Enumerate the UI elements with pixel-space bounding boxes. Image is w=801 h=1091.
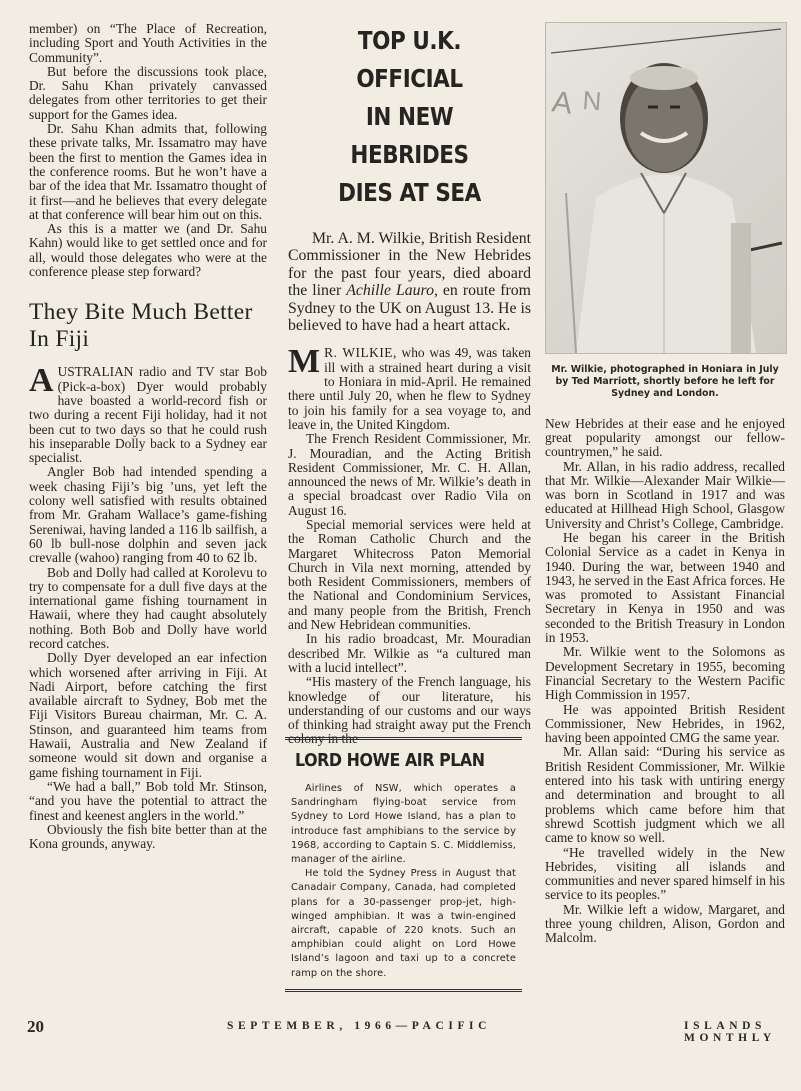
paragraph: Mr. Allan, in his radio address, recalled that Mr. Wilkie—Alexander Mair Wilkie—was born in Scotland in 1917 and was educated at Hillhead High School, Glasgow University and Christ’s College, Cambridge. [545,458,785,531]
paragraph: He was appointed British Resident Commissioner, New Hebrides, in 1962, having been appointed CMG the same year. [545,701,785,746]
box-body [291,782,516,981]
headline-line: DIES AT SEA [338,178,481,207]
lead-text: Mr. A. M. Wilkie, British Resident Commissioner in the New Hebrides for the past four years, died aboard the liner [288,230,531,300]
paragraph: He told the Sydney Press in August that Canadair Company, Canada, had completed plans for a 30-passenger prop-jet, high-winged amphibian. It was a twin-engined aircraft, capable of 220 knots. Such an amphibian could alight on Lord Howe Island’s lagoon and taxi up to a concrete ramp on the shore. [291,868,516,979]
fiji-story-headline: They Bite Much Better In Fiji [29,299,253,353]
paragraph: Obviously the fish bite better than at the Kona grounds, anyway. [29,821,267,852]
paragraph: In his radio broadcast, Mr. Mouradian described Mr. Wilkie as “a cultured man with a lucid intellect”. [288,631,531,675]
portrait-photo [545,22,787,354]
svg-text:A: A [550,85,575,121]
main-headline [305,22,514,212]
fiji-story-first-paragraph [29,362,267,466]
paragraph: Airlines of NSW, which operates a Sandringham flying-boat service from Sydney to Lord Howe Island, has a plan to introduce fast amphibians to the service by 1968, according to Captain S. C. Middlemiss, manager of the airline. [291,783,516,866]
paragraph: Mr. Allan said: “During his service as British Resident Commissioner, Mr. Wilkie entered into his task with untiring energy and determination and brought to all problems which came before him that shrewd Scottish judgment which we all came to know so well. [545,744,785,846]
paragraph: Mr. Wilkie left a widow, Margaret, and three young children, Alison, Gordon and Malcolm. [545,901,785,946]
paragraph: He began his career in the British Colonial Service as a cadet in Kenya in 1940. During the war, between 1940 and 1943, he served in the East Africa forces. He was promoted to Assistant Financial Secretary in Kenya in 1950 and was seconded to the British Treasury in London in 1953. [545,529,785,646]
small-caps: R. WILKIE, [324,345,397,361]
paragraph: But before the discussions took place, Dr. Sahu Khan privately canvassed delegates from other territories to get their support for the Games idea. [29,63,267,122]
page-footer [27,1017,782,1044]
drop-cap: A [29,362,54,400]
paragraph: member) on “The Place of Recreation, including Sport and Youth Activities in the Community”. [29,21,267,65]
paragraph: Mr. Wilkie went to the Solomons as Development Secretary in 1955, becoming Financial Secretary to the Western Pacific High Commission in 1957. [545,644,785,703]
drop-cap: M [288,343,321,381]
paragraph: “He travelled widely in the New Hebrides, visiting all islands and communities and never spared himself in his service to its peoples.” [545,844,785,903]
paragraph: Bob and Dolly had called at Korolevu to try to compensate for a dull five days at the international game fishing tournament in Hawaii, where they had caught absolutely nothing. Both Bob and Dolly have world record catches. [29,564,267,651]
paragraph: “We had a ball,” Bob told Mr. Stinson, “and you have the potential to attract the finest and keenest anglers in the world.” [29,778,267,823]
box-headline: LORD HOWE AIR PLAN [295,750,485,771]
lead-paragraph [288,230,531,334]
lord-howe-box [285,737,522,992]
left-column [29,22,267,851]
headline-line: IN NEW HEBRIDES [350,102,469,169]
wilkie-story-continued [545,417,785,946]
paragraph: As this is a matter we (and Dr. Sahu Kahn) would like to get settled once and for all, would those delegates who were at the conference please step forward? [29,221,267,280]
issue-date: SEPTEMBER, 1966—PACIFIC [227,1020,492,1032]
right-column [545,22,785,946]
paragraph: Angler Bob had intended spending a week chasing Fiji’s big ’uns, yet left the colony well satisfied with results obtained from Mr. Graham Wallace’s game-fishing Sereniwai, having landed a 116 lb sailfish, a 60 lb bull-nose dolphin and seven jack crevalle (wahoo) ranging from 40 to 62 lb. [29,464,267,566]
lead-text: en route from Sydney to the UK on August 13. He is believed to have had a heart attack. [288,282,531,335]
story-text: who was 49, was taken ill with a strained heart during a visit to Honiara in mid-April. He remained there until July 20, when he flew to Sydney to join his family for a sea voyage to, and leave in, the United Kingdom. [288,345,531,432]
story-first-paragraph [288,343,531,432]
fiji-first-text: USTRALIAN radio and TV star Bob (Pick-a-box) Dyer would probably have boasted a world-record fish or two during a recent Fiji holiday, had it not been cut to two days so that he could rush his inseparable Dolly back to a Sydney ear specialist. [29,364,267,466]
paragraph: “His mastery of the French language, his knowledge of our literature, his understanding of our customs and our ways of thinking had straight away put the French colony in the [288,674,531,747]
photo-caption: Mr. Wilkie, photographed in Honiara in July by Ted Marriott, shortly before he left for Sydney and London. [551,364,779,400]
portrait-illustration [546,23,786,353]
headline-line: TOP U.K. OFFICIAL [356,26,463,93]
page-number: 20 [27,1017,44,1036]
center-column [288,22,531,747]
paragraph: Special memorial services were held at the Roman Catholic Church and the Margaret Whitecross Paton Memorial Church in Vila next morning, attended by both Resident Commissioners, members of the National and Condominium Services, and many people from the British, French and New Hebridean communities. [288,517,531,633]
svg-text:N: N [581,85,603,117]
ship-name: Achille Lauro, [346,282,438,300]
paragraph: The French Resident Commissioner, Mr. J. Mouradian, and the Acting British Resident Commissioner, Mr. C. H. Allan, announced the news of Mr. Wilkie’s death in a special broadcast over Radio Vila on August 16. [288,431,531,518]
magazine-name: ISLANDS MONTHLY [684,1020,776,1044]
paragraph: Dolly Dyer developed an ear infection which worsened after arriving in Fiji. At Nadi Airport, before catching the first available aircraft to Sydney, Bob met the Fiji Visitors Bureau chairman, Mr. C. A. Stinson, and guaranteed him teams from Hawaii, Australia and New Zealand if someone would sit down and organise a game fishing tournament in Fiji. [29,650,267,780]
paragraph: Dr. Sahu Khan admits that, following these private talks, Mr. Issamatro may have been the first to mention the Games idea in the conference rooms. But he won’t have a bar of the idea that Mr. Issamatro thought of it first—and he believes that every delegate at that conference will bear him out on this. [29,121,267,222]
paragraph: New Hebrides at their ease and he enjoyed great popularity amongst our fellow-countrymen,” he said. [545,415,785,460]
wilkie-story [288,343,531,747]
